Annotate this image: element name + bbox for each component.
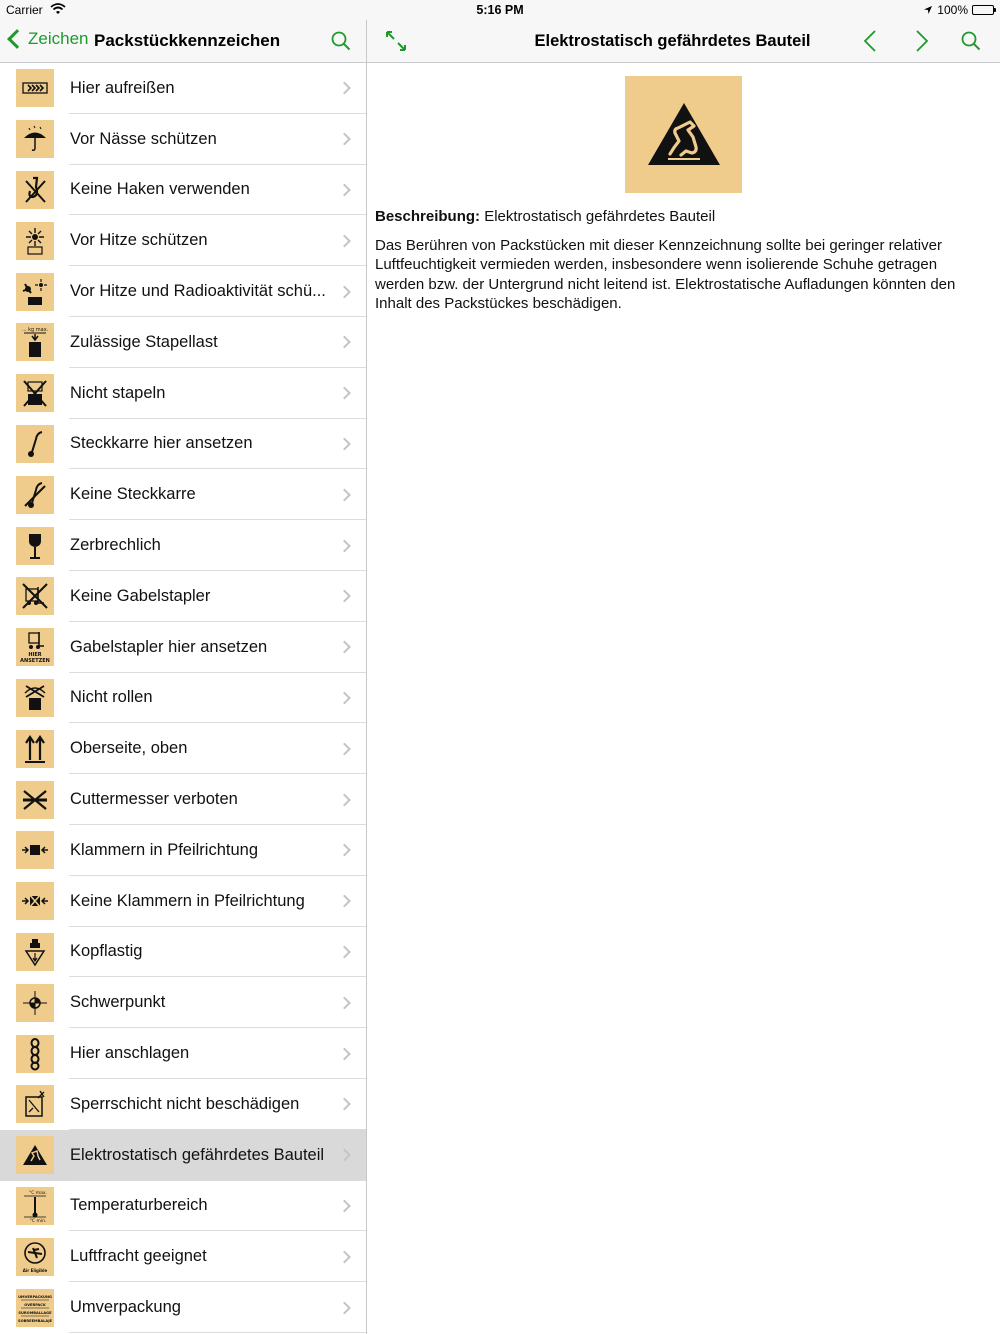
- list-item[interactable]: [0, 215, 366, 266]
- chevron-right-icon: [338, 387, 351, 400]
- list-item[interactable]: [0, 63, 366, 114]
- fragile-glass-icon: [16, 527, 54, 565]
- temperature-min-text: °C min.: [29, 1218, 47, 1223]
- list-item[interactable]: [0, 1079, 366, 1130]
- search-icon[interactable]: [960, 30, 982, 52]
- list-item-label: Luftfracht geeignet: [70, 1247, 207, 1266]
- list-item-label: Vor Hitze schützen: [70, 231, 208, 250]
- chevron-right-icon: [338, 793, 351, 806]
- list-item[interactable]: [0, 876, 366, 927]
- list-item-label: Nicht stapeln: [70, 383, 166, 402]
- list-item-label: Hier anschlagen: [70, 1044, 190, 1063]
- chevron-right-icon: [338, 742, 351, 755]
- list-item[interactable]: [0, 469, 366, 520]
- chevron-right-icon: [338, 82, 351, 95]
- list-item[interactable]: [0, 977, 366, 1028]
- list-item[interactable]: [0, 774, 366, 825]
- list-item[interactable]: [0, 368, 366, 419]
- chevron-right-icon: [338, 844, 351, 857]
- center-of-gravity-icon: [16, 984, 54, 1022]
- chevron-right-icon: [338, 641, 351, 654]
- list-item[interactable]: [0, 723, 366, 774]
- chevron-left-icon: [7, 29, 27, 49]
- chevron-right-icon: [338, 946, 351, 959]
- overpack-text-3: SUROMBALLAGE: [18, 1310, 52, 1315]
- list-item-label: Gabelstapler hier ansetzen: [70, 637, 268, 656]
- chevron-right-icon: [338, 336, 351, 349]
- list-item[interactable]: [0, 622, 366, 673]
- tear-here-icon: [16, 69, 54, 107]
- list-item-label: Schwerpunkt: [70, 993, 166, 1012]
- chevron-right-icon: [338, 1098, 351, 1111]
- list-item-label: Kopflastig: [70, 942, 143, 961]
- master-title: Packstückkennzeichen: [94, 31, 281, 50]
- stack-limit-text: ... kg max.: [21, 327, 49, 334]
- chevron-right-icon: [338, 996, 351, 1009]
- no-stack-icon: [16, 374, 54, 412]
- overpack-icon: [16, 1289, 54, 1327]
- chevron-right-icon: [338, 234, 351, 247]
- list-item[interactable]: [0, 1028, 366, 1079]
- description-block: [375, 207, 987, 314]
- no-roll-icon: [16, 679, 54, 717]
- master-pane: [0, 20, 367, 1334]
- esd-icon: [16, 1136, 54, 1174]
- top-heavy-icon: [16, 933, 54, 971]
- chevron-right-icon: [338, 1149, 351, 1162]
- sling-here-icon: [16, 1035, 54, 1073]
- chevron-right-icon: [338, 1250, 351, 1263]
- list-item-label: Oberseite, oben: [70, 739, 188, 758]
- no-cutter-icon: [16, 781, 54, 819]
- list-item[interactable]: [0, 114, 366, 165]
- list-item[interactable]: [0, 317, 366, 368]
- list-item[interactable]: [0, 1181, 366, 1232]
- list-item-label: Steckkarre hier ansetzen: [70, 434, 253, 453]
- overpack-text-4: SOBREEMBALAJE: [18, 1318, 52, 1323]
- esd-icon: [644, 99, 724, 171]
- carrier-label: Carrier: [6, 3, 43, 17]
- list-item-label: Klammern in Pfeilrichtung: [70, 840, 258, 859]
- list-item[interactable]: [0, 419, 366, 470]
- master-nav-bar: [0, 20, 366, 63]
- air-freight-icon: [16, 1238, 54, 1276]
- heat-radiation-icon: [16, 273, 54, 311]
- forklift-here-icon: [16, 628, 54, 666]
- clamp-icon: [16, 831, 54, 869]
- detail-nav-bar: [367, 20, 1000, 63]
- chevron-right-icon: [338, 438, 351, 451]
- list-item-label: Zulässige Stapellast: [70, 332, 218, 351]
- list-item[interactable]: [0, 266, 366, 317]
- battery-percent: 100%: [937, 3, 968, 17]
- esd-sign-image: [625, 76, 742, 193]
- chevron-right-icon: [338, 285, 351, 298]
- air-eligible-text: Air Eligible: [22, 1267, 48, 1273]
- chevron-right-icon: [338, 1301, 351, 1314]
- location-arrow-icon: [923, 5, 933, 15]
- list-item-label: Keine Klammern in Pfeilrichtung: [70, 891, 305, 910]
- list-item[interactable]: [0, 520, 366, 571]
- stack-limit-icon: [16, 323, 54, 361]
- list-item-label: Keine Steckkarre: [70, 485, 196, 504]
- chevron-right-icon: [338, 184, 351, 197]
- status-right: [923, 3, 994, 17]
- forklift-here-text-2: ANSETZEN: [20, 658, 50, 665]
- umbrella-icon: [16, 120, 54, 158]
- description-body: Das Berühren von Packstücken mit dieser Kennzeichnung sollte bei geringer relativer Luftfeuchtigkeit vermieden werden, insbesondere wenn isolierende Schuhe getragen werden bzw. der Untergrund nicht leitend ist. Elektrostatische Aufladungen könnten den Inhalt des Packstückes beschädigen.: [375, 236, 956, 312]
- no-hooks-icon: [16, 171, 54, 209]
- chevron-right-icon: [338, 895, 351, 908]
- no-hand-truck-icon: [16, 476, 54, 514]
- list-item-label: Temperaturbereich: [70, 1196, 208, 1215]
- chevron-right-icon: [338, 488, 351, 501]
- description-label: Beschreibung:: [375, 208, 481, 225]
- list-item-selected[interactable]: [0, 1130, 366, 1181]
- status-bar: [0, 0, 1000, 20]
- list-item[interactable]: [0, 927, 366, 978]
- no-forklift-icon: [16, 577, 54, 615]
- list-item[interactable]: [0, 1282, 366, 1333]
- chevron-right-icon: [338, 1200, 351, 1213]
- list-item-label: Cuttermesser verboten: [70, 790, 238, 809]
- back-button-label: Zeichen: [28, 29, 89, 48]
- list-item-label: Vor Nässe schützen: [70, 129, 217, 148]
- status-time: 5:16 PM: [476, 3, 524, 17]
- detail-title: Elektrostatisch gefährdetes Bauteil: [534, 32, 811, 50]
- forklift-here-text-1: HIER: [28, 652, 42, 659]
- chevron-right-icon: [338, 539, 351, 552]
- sun-icon: [16, 222, 54, 260]
- chevron-right-icon: [338, 692, 351, 705]
- overpack-text-1: UMVERPACKUNG: [18, 1294, 52, 1299]
- battery-icon: [972, 5, 994, 15]
- list-item[interactable]: [0, 673, 366, 724]
- this-way-up-icon: [16, 730, 54, 768]
- list-item-label: Vor Hitze und Radioaktivität schü...: [70, 282, 326, 301]
- thermometer-icon: [16, 1187, 54, 1225]
- chevron-right-icon: [338, 1047, 351, 1060]
- chevron-right-icon: [338, 133, 351, 146]
- list-item-label: Zerbrechlich: [70, 536, 161, 555]
- list-item[interactable]: [0, 571, 366, 622]
- no-clamp-icon: [16, 882, 54, 920]
- back-button[interactable]: [8, 29, 88, 49]
- description-line: [375, 207, 987, 227]
- hand-truck-icon: [16, 425, 54, 463]
- list-item[interactable]: [0, 825, 366, 876]
- list-item-label: Nicht rollen: [70, 688, 153, 707]
- list-item[interactable]: [0, 165, 366, 216]
- list-item-label: Elektrostatisch gefährdetes Bauteil: [70, 1145, 325, 1164]
- chevron-left-icon[interactable]: [859, 29, 883, 53]
- list-item-label: Sperrschicht nicht beschädigen: [70, 1094, 300, 1113]
- chevron-right-icon: [338, 590, 351, 603]
- sign-list: [0, 63, 366, 1333]
- barrier-layer-icon: [16, 1085, 54, 1123]
- temperature-max-text: °C max.: [28, 1190, 48, 1196]
- detail-pane: [367, 20, 1000, 1334]
- list-item[interactable]: [0, 1231, 366, 1282]
- overpack-text-2: OVERPACK: [24, 1302, 46, 1307]
- list-item-label: Umverpackung: [70, 1298, 181, 1317]
- list-item-label: Hier aufreißen: [70, 78, 175, 97]
- list-item-label: Keine Gabelstapler: [70, 586, 211, 605]
- list-item-label: Keine Haken verwenden: [70, 180, 250, 199]
- description-value: Elektrostatisch gefährdetes Bauteil: [484, 208, 716, 225]
- chevron-right-icon[interactable]: [909, 29, 933, 53]
